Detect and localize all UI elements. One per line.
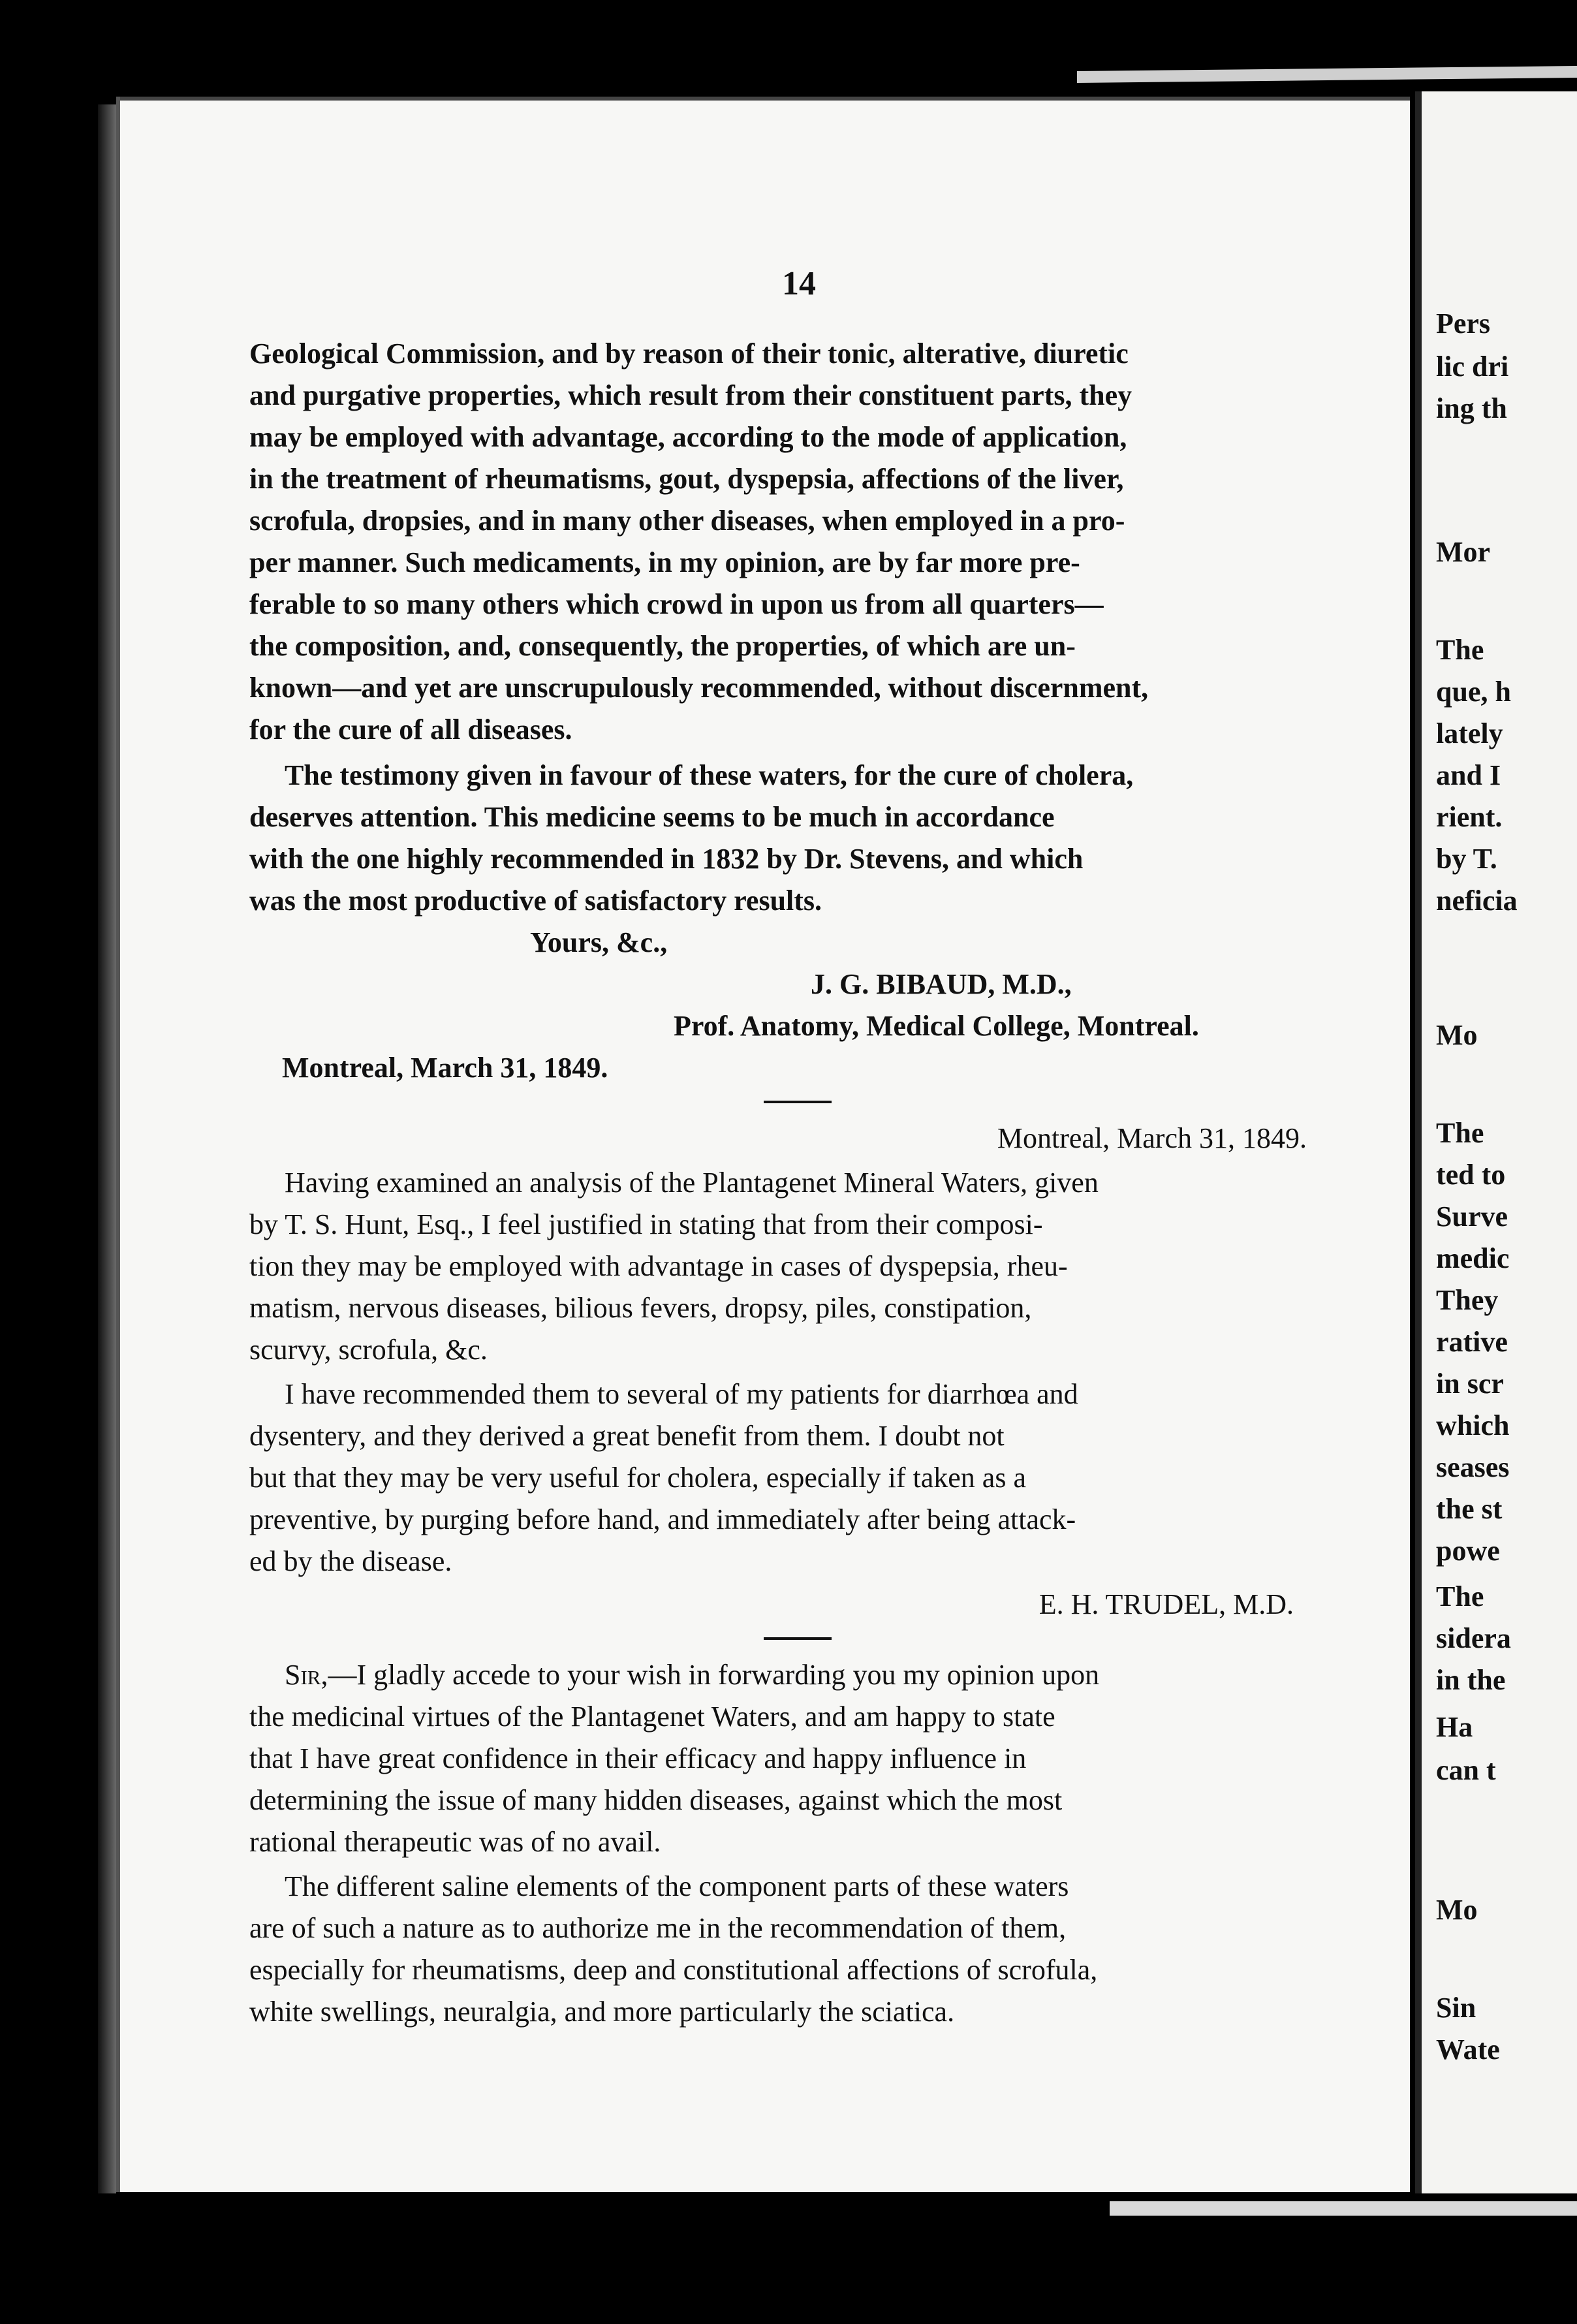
right-fragment: sidera [1436,1622,1511,1654]
line: ferable to so many others which crowd in upon us from all quarters— [249,588,1104,620]
paragraph-5 [249,1654,1346,1863]
right-fragment: Mo [1436,1894,1478,1926]
date-bibaud: Montreal, March 31, 1849. [282,1052,608,1084]
right-fragment: Surve [1436,1201,1508,1233]
right-fragment: Mo [1436,1019,1478,1051]
page-edge-shadow [98,104,116,2193]
right-fragment: ing th [1436,392,1507,424]
right-fragment: Sin [1436,1992,1476,2024]
bottom-paper-strip [1110,2201,1577,2216]
signature-bibaud: J. G. BIBAUD, M.D., [811,968,1072,1000]
right-fragment: which [1436,1409,1510,1441]
line: The testimony given in favour of these waters, for the cure of cholera, [285,759,1134,791]
right-fragment: lately [1436,717,1503,749]
paragraph-3 [249,1162,1346,1371]
right-fragment: rient. [1436,801,1503,833]
line: rational therapeutic was of no avail. [249,1826,661,1858]
page-number: 14 [782,265,816,302]
line: that I have great confidence in their efficacy and happy influence in [249,1742,1027,1774]
right-fragment: medic [1436,1242,1510,1274]
line: determining the issue of many hidden diseases, against which the most [249,1784,1063,1816]
line: with the one highly recommended in 1832 by Dr. Stevens, and which [249,843,1084,875]
line: are of such a nature as to authorize me in the recommendation of them, [249,1912,1067,1944]
salutation: Sir, [285,1659,328,1691]
line: by T. S. Hunt, Esq., I feel justified in stating that from their composi- [249,1208,1043,1240]
date-trudel: Montreal, March 31, 1849. [997,1122,1307,1154]
right-fragment: Wate [1436,2034,1500,2065]
line: and purgative properties, which result from their constituent parts, they [249,379,1132,411]
right-fragment: powe [1436,1535,1500,1567]
paragraph-6 [249,1866,1346,2033]
line: per manner. Such medicaments, in my opinion, are by far more pre- [249,546,1080,578]
line: scrofula, dropsies, and in many other diseases, when employed in a pro- [249,505,1125,537]
line: Having examined an analysis of the Plantagenet Mineral Waters, given [285,1167,1099,1199]
line: especially for rheumatisms, deep and constitutional affections of scrofula, [249,1954,1098,1986]
line: the composition, and, consequently, the properties, of which are un- [249,630,1076,662]
right-fragment: and I [1436,759,1501,791]
right-fragment: can t [1436,1754,1496,1786]
line: I have recommended them to several of my patients for diarrhœa and [285,1378,1078,1410]
right-fragment: The [1436,1117,1484,1149]
right-fragment: the st [1436,1493,1503,1525]
section-divider [764,1101,832,1103]
line: scurvy, scrofula, &c. [249,1334,488,1366]
right-fragment: que, h [1436,676,1511,708]
right-fragment: Ha [1436,1711,1473,1743]
line: ed by the disease. [249,1545,452,1577]
right-fragment: ted to [1436,1159,1506,1191]
paragraph-2 [249,755,1346,922]
line: deserves attention. This medicine seems to be much in accordance [249,801,1055,833]
right-fragment: The [1436,1580,1484,1612]
line: the medicinal virtues of the Plantagenet Waters, and am happy to state [249,1701,1055,1733]
right-fragment: in the [1436,1664,1506,1696]
top-paper-strip [1077,66,1577,83]
line: matism, nervous diseases, bilious fevers, dropsy, piles, constipation, [249,1292,1032,1324]
right-fragment: in scr [1436,1368,1504,1400]
line: Geological Commission, and by reason of their tonic, alterative, diuretic [249,338,1129,369]
closing-yours: Yours, &c., [530,926,668,958]
right-fragment: seases [1436,1451,1510,1483]
line: in the treatment of rheumatisms, gout, dyspepsia, affections of the liver, [249,463,1124,495]
right-fragment: They [1436,1284,1499,1316]
line: tion they may be employed with advantage in cases of dyspepsia, rheu- [249,1250,1068,1282]
title-bibaud: Prof. Anatomy, Medical College, Montreal. [674,1010,1199,1042]
right-fragment: rative [1436,1326,1508,1358]
line: was the most productive of satisfactory results. [249,885,822,917]
right-fragment: lic dri [1436,351,1509,383]
line: white swellings, neuralgia, and more particularly the sciatica. [249,1996,955,2028]
line: may be employed with advantage, according to the mode of application, [249,421,1127,453]
right-fragment: Mor [1436,536,1491,568]
line [249,1654,1346,1696]
line: but that they may be very useful for cholera, especially if taken as a [249,1462,1026,1494]
signature-trudel: E. H. TRUDEL, M.D. [1038,1588,1294,1620]
line: The different saline elements of the component parts of these waters [285,1870,1069,1902]
paragraph-1 [249,333,1346,751]
line: for the cure of all diseases. [249,714,572,746]
line: known—and yet are unscrupulously recommended, without discernment, [249,672,1149,704]
line: dysentery, and they derived a great benefit from them. I doubt not [249,1420,1005,1452]
page-body [249,333,1346,2033]
right-fragment: The [1436,634,1484,666]
line-text: —I gladly accede to your wish in forwarding you my opinion upon [328,1659,1100,1691]
right-fragment: by T. [1436,843,1497,875]
line: preventive, by purging before hand, and immediately after being attack- [249,1503,1076,1535]
right-fragment: neficia [1436,885,1518,917]
section-divider [764,1637,832,1640]
right-fragment: Pers [1436,307,1491,339]
paragraph-4 [249,1374,1346,1582]
